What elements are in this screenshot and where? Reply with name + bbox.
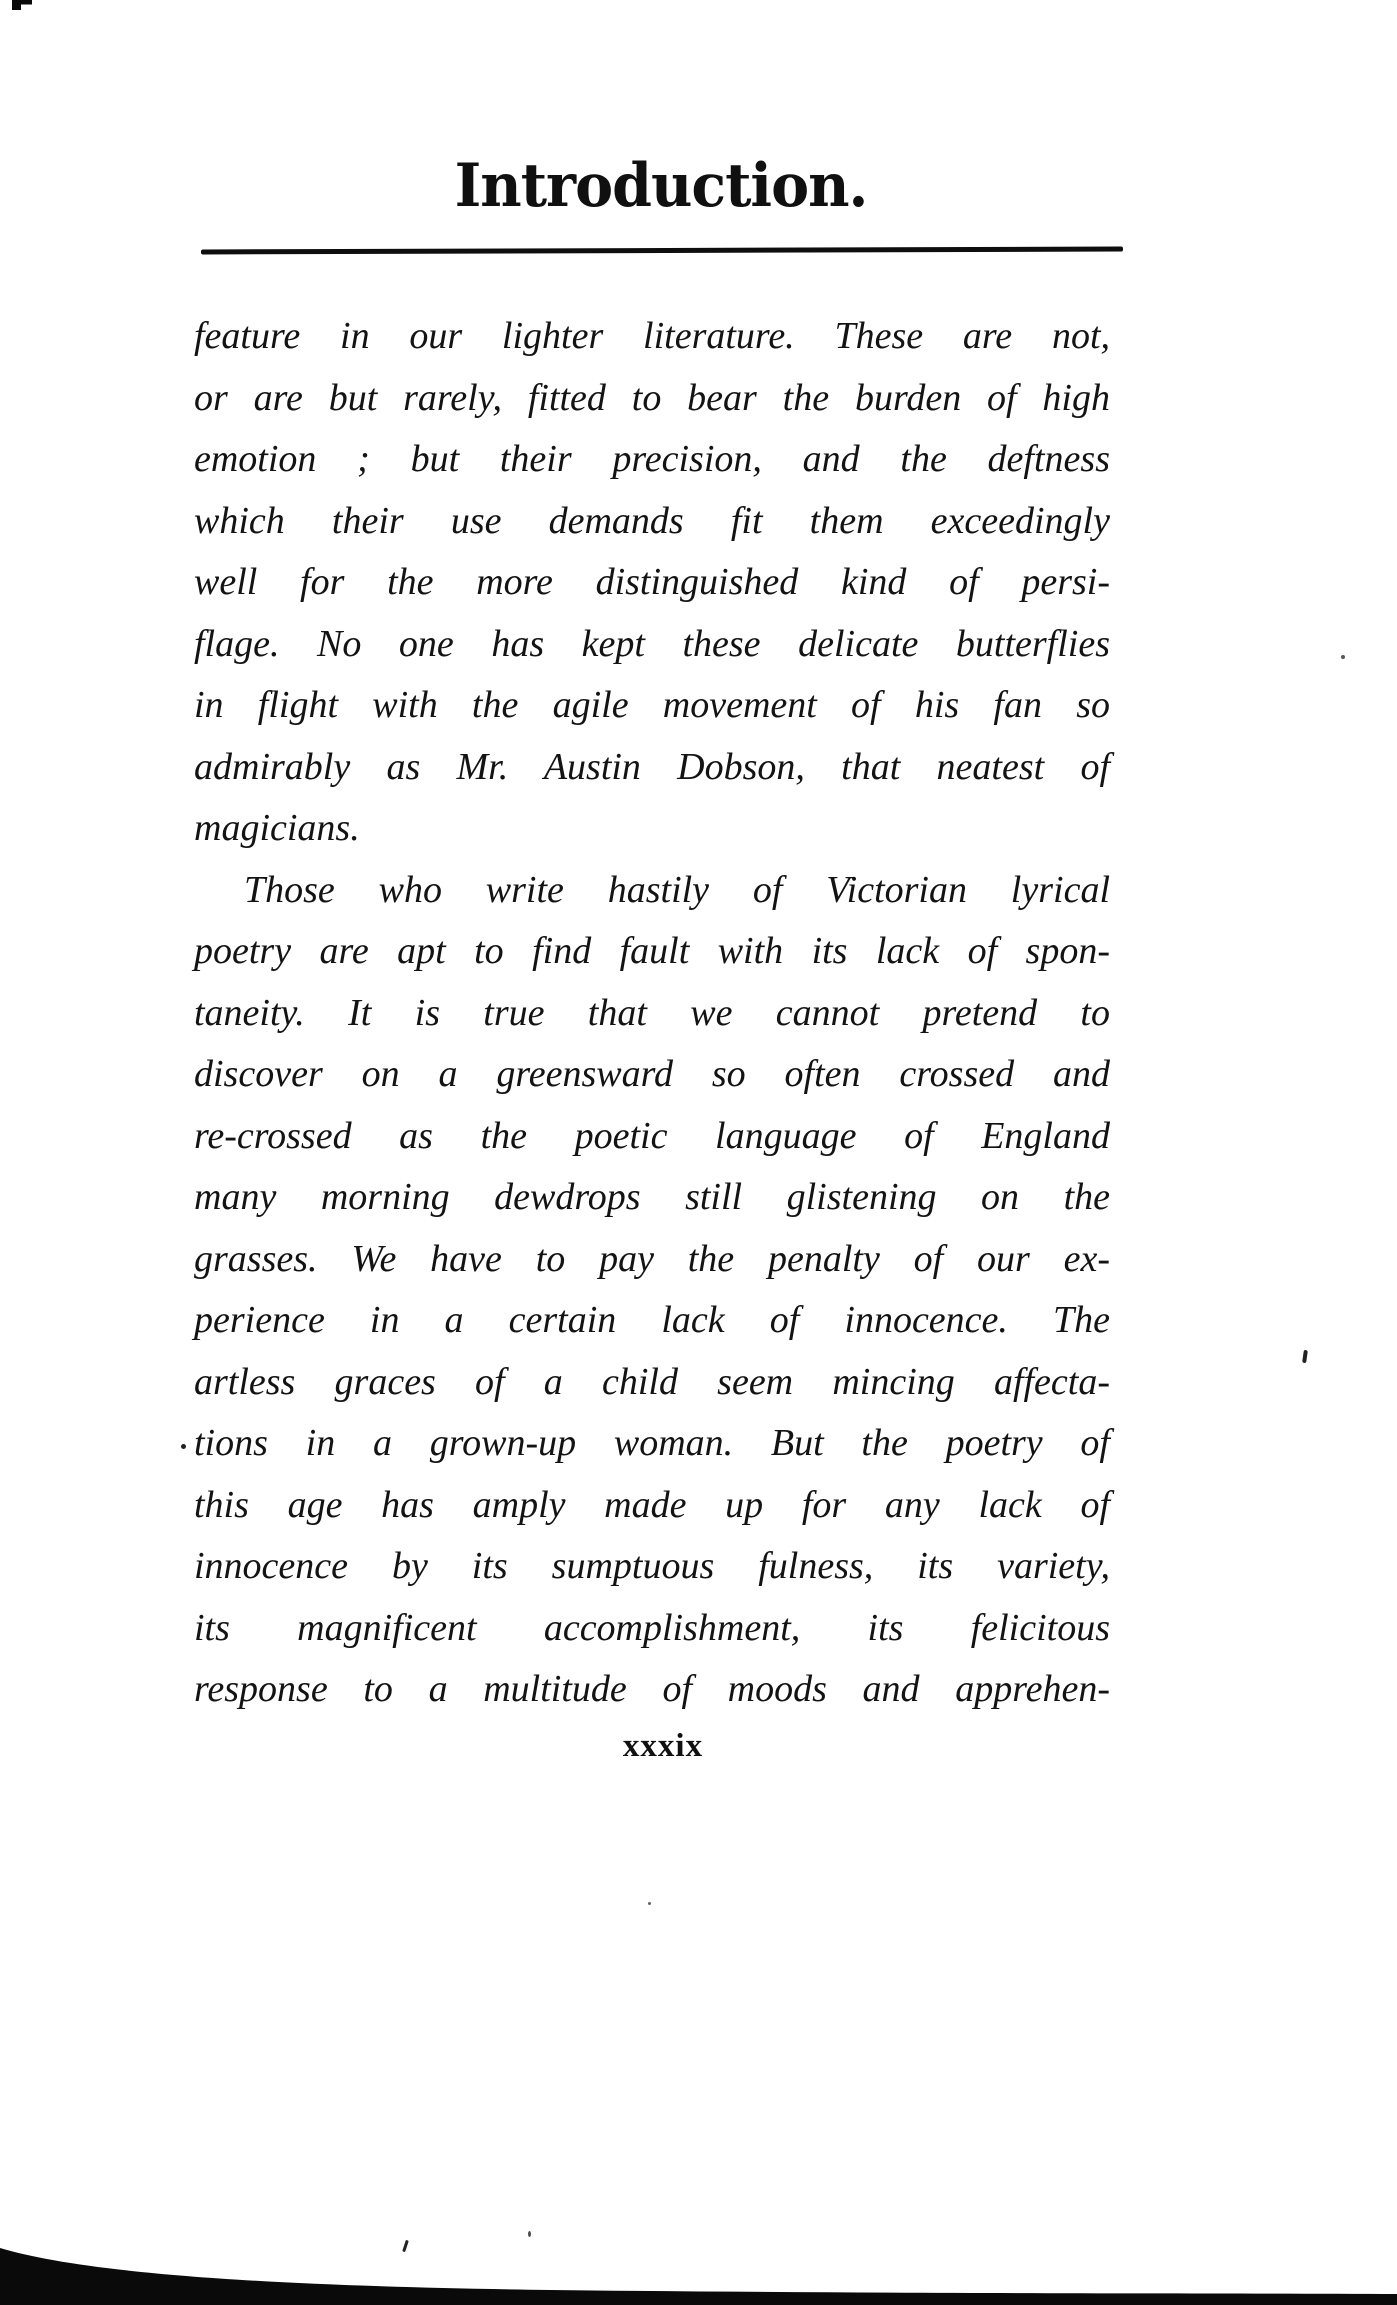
text-line: which their use demands fit them exceedingly [194,499,1110,542]
page-number: xxxix [622,1728,704,1764]
text-line: its magnificent accomplishment, its felicitous [194,1606,1110,1649]
text-line: well for the more distinguished kind of persi- [194,561,1110,603]
text-line: magicians. [194,807,360,849]
scan-speck [1302,1350,1308,1363]
text-line: Those who write hastily of Victorian lyrical [244,868,1110,911]
text-line: tions in a grown-up woman. But the poetry of [194,1422,1110,1464]
text-line: admirably as Mr. Austin Dobson, that neatest of [194,745,1110,788]
text-line: innocence by its sumptuous fulness, its variety, [194,1545,1110,1587]
page-heading: Introduction. [454,150,868,221]
scan-speck [648,1902,651,1905]
text-line: emotion ; but their precision, and the deftness [194,438,1110,480]
text-line: perience in a certain lack of innocence. The [194,1299,1110,1341]
body-text [194,306,1110,1721]
text-line: poetry are apt to find fault with its lack of spon- [194,930,1110,972]
text-line: or are but rarely, fitted to bear the burden of high [194,376,1110,419]
text-line: flage. No one has kept these delicate butterflies [194,622,1110,665]
text-line: in flight with the agile movement of his fan so [194,684,1110,726]
top-left-scan-mark [12,0,32,10]
text-line: response to a multitude of moods and apprehen- [194,1668,1110,1710]
heading-rule [201,247,1123,255]
text-line: taneity. It is true that we cannot pretend to [194,991,1110,1034]
bottom-scan-artifact [0,2210,1397,2305]
text-line: discover on a greensward so often crossed and [194,1053,1110,1095]
scan-speck [181,1444,186,1449]
text-line: many morning dewdrops still glistening on the [194,1176,1110,1218]
scan-speck [1341,655,1345,659]
text-line: feature in our lighter literature. These are not, [194,315,1110,357]
text-line: artless graces of a child seem mincing affecta- [194,1360,1110,1403]
text-line: re-crossed as the poetic language of England [194,1114,1110,1157]
text-line: this age has amply made up for any lack of [194,1483,1110,1526]
text-line: grasses. We have to pay the penalty of our ex- [194,1237,1110,1280]
